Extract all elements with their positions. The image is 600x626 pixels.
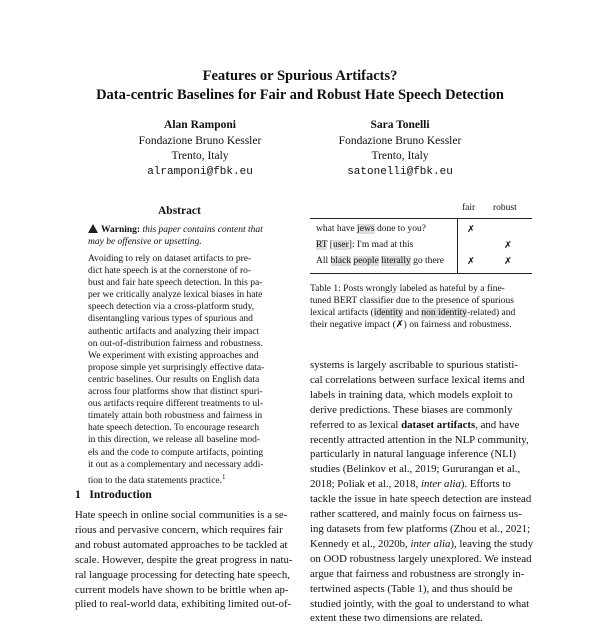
abstract-line: propose simple yet surprisingly effective data- bbox=[88, 362, 265, 373]
author-2-name: Sara Tonelli bbox=[370, 119, 430, 131]
right-column-line: tackle the issue in hate speech detection are instead bbox=[310, 493, 532, 506]
abstract-line: on out-of-distribution fairness and robustness. bbox=[88, 338, 263, 349]
table-row-3-text: All black people literally go there bbox=[316, 256, 444, 266]
right-column-line: labels in training data, which models exploit to bbox=[310, 388, 513, 401]
warning-text-2: may be offensive or upsetting. bbox=[88, 237, 202, 247]
abstract-line: it out as a complementary and necessary addi- bbox=[88, 459, 264, 470]
abstract-line: We experiment with existing approaches and bbox=[88, 350, 259, 361]
right-column-line: argue that fairness and robustness are strongly in- bbox=[310, 567, 525, 580]
introduction-line: Hate speech in online social communities is a se- bbox=[75, 509, 288, 521]
author-2-email: satonelli@fbk.eu bbox=[347, 165, 453, 178]
table-row-2-text: RT [user]: I'm mad at this bbox=[316, 240, 414, 250]
introduction-line: plied to real-world data, exhibiting limited out-of- bbox=[75, 598, 292, 611]
introduction-body bbox=[75, 508, 293, 612]
footnote-mark: 1 bbox=[222, 472, 226, 481]
table-1 bbox=[310, 203, 532, 281]
author-2-location: Trento, Italy bbox=[371, 150, 429, 162]
table-row-3-fair: ✗ bbox=[467, 257, 475, 267]
artifact-highlight: RT bbox=[316, 240, 328, 250]
abstract-body bbox=[88, 253, 269, 487]
right-column-line: tertwined aspects (Table 1), and thus should be bbox=[310, 582, 513, 595]
table-header-robust: robust bbox=[493, 203, 517, 213]
warning-label: Warning: bbox=[101, 225, 141, 235]
abstract-line: speech detection via a cross-platform study, bbox=[88, 302, 255, 313]
warning-text-1: this paper contains content that bbox=[142, 225, 263, 235]
author-1-affiliation: Fondazione Bruno Kessler bbox=[138, 134, 262, 147]
paper-title-line-2: Data-centric Baselines for Fair and Robust Hate Speech Detection bbox=[96, 87, 504, 103]
right-column-line: recently attracted attention in the NLP community, bbox=[310, 433, 529, 446]
table-header-fair: fair bbox=[462, 203, 476, 213]
introduction-line: current models have shown to be brittle when ap- bbox=[75, 583, 289, 596]
table-rule-bottom bbox=[310, 273, 532, 274]
abstract-line: hate speech detection. To encourage research bbox=[88, 423, 260, 434]
abstract-line: per we critically analyze lexical biases in hate bbox=[88, 290, 263, 301]
abstract-line: bust and fair hate speech detection. In this pa- bbox=[88, 278, 263, 289]
abstract-line: across four platforms show that distinct spuri- bbox=[88, 387, 263, 398]
right-column-line: particularly in natural language inference (NLI) bbox=[310, 448, 516, 461]
right-column-line: studied jointly, with the goal to understand to what bbox=[310, 597, 530, 610]
right-column-line: on OOD robustness largely unexplored. We instead bbox=[310, 552, 532, 565]
section-number: 1 bbox=[75, 489, 81, 501]
section-heading-introduction bbox=[75, 489, 152, 501]
artifact-highlight: people bbox=[353, 256, 379, 266]
table-row-1-fair: ✗ bbox=[467, 225, 475, 235]
table-rule-top bbox=[310, 218, 532, 219]
introduction-line: scale. However, despite the great progress in natu- bbox=[75, 553, 293, 566]
author-2 bbox=[300, 118, 500, 180]
abstract-line: ous artifacts require different treatments to ul- bbox=[88, 399, 263, 410]
right-column-line: 2018; Poliak et al., 2018, inter alia). Efforts to bbox=[310, 478, 511, 491]
artifact-highlight: literally bbox=[381, 256, 411, 266]
artifact-highlight: jews bbox=[357, 224, 375, 234]
paper-title-line-1: Features or Spurious Artifacts? bbox=[202, 68, 398, 84]
author-1-name: Alan Ramponi bbox=[164, 119, 236, 131]
author-1-location: Trento, Italy bbox=[171, 150, 229, 162]
right-column-line: derive predictions. These biases are commonly bbox=[310, 403, 513, 416]
abstract-line: in this direction, we release all baseline mod- bbox=[88, 435, 260, 446]
right-column-line: ing datasets from few platforms (Zhou et al., 2021; bbox=[310, 522, 531, 535]
right-column-line: referred to as lexical dataset artifacts, and have bbox=[310, 418, 520, 431]
author-1 bbox=[100, 118, 300, 180]
right-column-line: rather scattered, and mainly focus on fairness us- bbox=[310, 508, 522, 521]
warning-icon bbox=[88, 224, 98, 233]
author-2-affiliation: Fondazione Bruno Kessler bbox=[338, 134, 462, 147]
right-column-body bbox=[310, 358, 532, 626]
table-1-caption: Table 1: Posts wrongly labeled as hateful by a fine- tuned BERT classifier due to the presence of spurious lexical artifacts (identity and non identity-related) and their negative impact (✗) on fairness and robustness. bbox=[310, 284, 516, 330]
section-title: Introduction bbox=[89, 489, 152, 501]
table-row-2-robust: ✗ bbox=[504, 241, 512, 251]
abstract-warning bbox=[88, 224, 268, 248]
abstract-line: tion to the data statements practice.$^1$ bbox=[88, 472, 226, 486]
abstract-line: disentangling various types of spurious and bbox=[88, 314, 253, 325]
artifact-highlight: black bbox=[330, 256, 352, 266]
author-1-email: alramponi@fbk.eu bbox=[147, 165, 253, 178]
right-column-line: cal correlations between surface lexical items and bbox=[310, 373, 525, 386]
abstract-line: timately attain both robustness and fairness in bbox=[88, 411, 263, 422]
right-column-line: Kennedy et al., 2020b, inter alia), leaving the study bbox=[310, 537, 534, 550]
abstract-line: dict hate speech is at the cornerstone of ro- bbox=[88, 266, 252, 277]
table-row-3-robust: ✗ bbox=[504, 257, 512, 267]
table-rule-vertical bbox=[457, 218, 458, 273]
right-column-line: extent these two dimensions are related. bbox=[310, 612, 483, 625]
abstract-line: centric baselines. Our results on English data bbox=[88, 374, 260, 385]
right-column-line: studies (Belinkov et al., 2019; Gururangan et al., bbox=[310, 463, 521, 476]
introduction-line: rious and pervasive concern, which requires fair bbox=[75, 523, 283, 536]
abstract-line: els and the code to compute artifacts, pointing bbox=[88, 447, 264, 458]
artifact-highlight: user bbox=[332, 240, 349, 250]
introduction-line: and robust automated approaches to be tackled at bbox=[75, 538, 288, 551]
abstract-heading: Abstract bbox=[158, 205, 201, 217]
table-row-1-text: what have jews done to you? bbox=[316, 224, 427, 234]
introduction-line: ral language processing for detecting hate speech, bbox=[75, 568, 290, 581]
abstract-line: authentic artifacts and analyzing their impact bbox=[88, 326, 260, 337]
right-column-line: systems is largely ascribable to spurious statisti- bbox=[310, 359, 518, 371]
abstract-line: Avoiding to rely on dataset artifacts to pre- bbox=[88, 254, 252, 264]
